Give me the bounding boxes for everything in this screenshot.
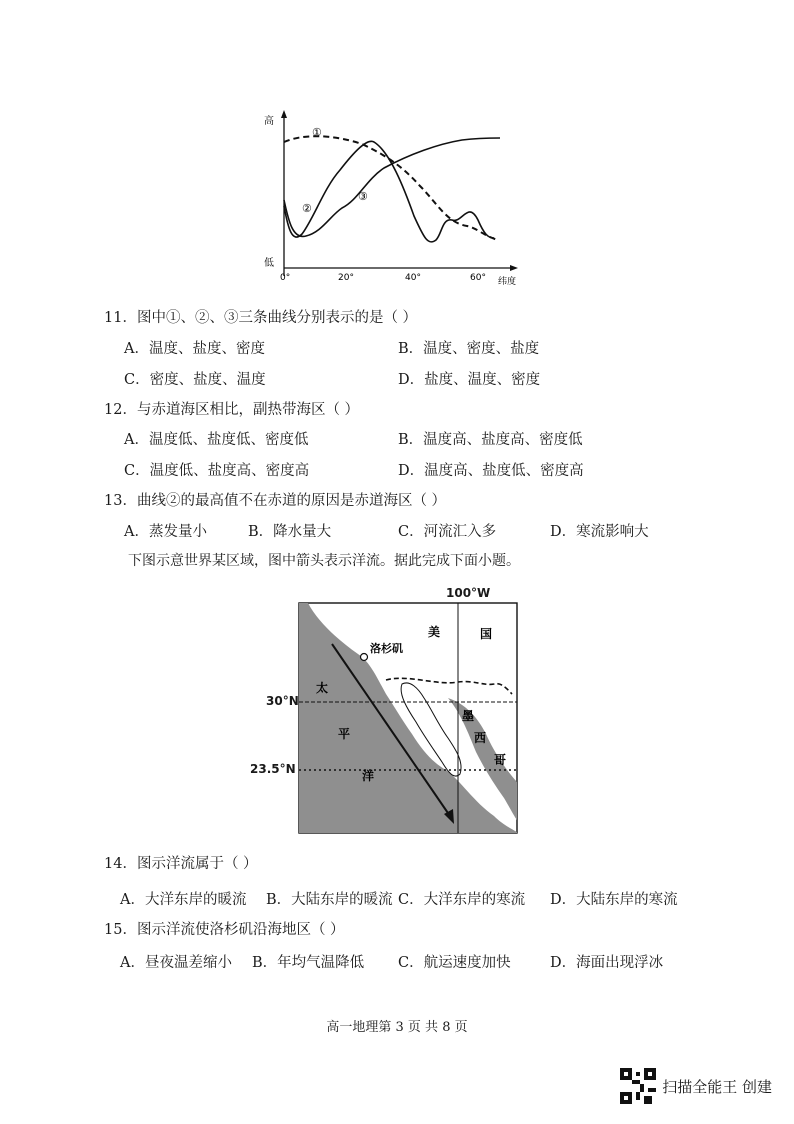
ocean-label-3: 洋 [362,769,375,783]
question-15-option-a[interactable]: A．昼夜温差缩小 [120,955,232,971]
scanner-text: 扫描全能王 创建 [662,1077,772,1096]
curve-1-label: ① [312,126,322,139]
x-axis-arrow [510,265,518,271]
question-11-option-c[interactable]: C．密度、盐度、温度 [124,372,266,388]
y-high-label: 高 [264,116,274,127]
country-mx-2: 西 [474,731,487,745]
y-low-label: 低 [264,258,274,269]
question-12-option-d[interactable]: D．温度高、盐度低、密度高 [398,463,584,479]
scanner-watermark [620,1068,772,1104]
city-marker [361,654,368,661]
x-tick-20: 20° [338,273,354,283]
latitude-curve-chart [262,108,524,290]
question-13-option-b[interactable]: B．降水量大 [248,524,332,540]
map-intro-text: 下图示意世界某区域，图中箭头表示洋流。据此完成下面小题。 [128,553,520,569]
country-mx-3: 哥 [494,753,507,767]
qr-code-icon [620,1068,656,1104]
curve-1-dashed [284,136,498,240]
y-axis-arrow [281,110,287,118]
question-13-stem: 13．曲线②的最高值不在赤道的原因是赤道海区（ ） [104,493,447,509]
pacific-coast-map [298,602,518,834]
curve-2-label: ② [302,202,312,215]
question-15-option-d[interactable]: D．海面出现浮冰 [550,955,664,971]
country-us-1: 美 [428,625,441,639]
page-footer: 高一地理第 3 页 共 8 页 [326,1020,468,1035]
question-14-option-b[interactable]: B．大陆东岸的暖流 [266,892,393,908]
latitude-235-label: 23.5°N [250,762,296,776]
x-tick-60: 60° [470,273,486,283]
question-15-option-b[interactable]: B．年均气温降低 [252,955,365,971]
latitude-30-label: 30°N [266,694,299,708]
question-14-option-d[interactable]: D．大陆东岸的寒流 [550,892,678,908]
x-axis-label: 纬度 [498,277,517,287]
question-13-option-c[interactable]: C．河流汇入多 [398,524,497,540]
question-14-option-a[interactable]: A．大洋东岸的暖流 [120,892,247,908]
question-15-option-c[interactable]: C．航运速度加快 [398,955,511,971]
question-12-option-c[interactable]: C．温度低、盐度高、密度高 [124,463,310,479]
question-14-stem: 14．图示洋流属于（ ） [104,856,258,872]
question-12-option-b[interactable]: B．温度高、盐度高、密度低 [398,432,583,448]
curve-3-label: ③ [358,190,368,203]
question-14-option-c[interactable]: C．大洋东岸的寒流 [398,892,526,908]
question-12-stem: 12．与赤道海区相比，副热带海区（ ） [104,402,360,418]
question-11-stem: 11．图中①、②、③三条曲线分别表示的是（ ） [104,310,418,326]
city-label: 洛杉矶 [370,642,403,655]
curve-2-solid [284,141,494,242]
question-13-option-a[interactable]: A．蒸发量小 [124,524,207,540]
curve-3-solid [284,138,500,236]
country-mx-1: 墨 [462,709,475,723]
question-11-option-d[interactable]: D．盐度、温度、密度 [398,372,541,388]
longitude-label: 100°W [446,586,491,600]
ocean-label-2: 平 [338,727,351,741]
question-11-option-b[interactable]: B．温度、密度、盐度 [398,341,540,357]
question-15-stem: 15．图示洋流使洛杉矶沿海地区（ ） [104,922,345,938]
ocean-label-1: 太 [316,681,329,695]
question-11-option-a[interactable]: A．温度、盐度、密度 [124,341,265,357]
x-tick-0: 0° [280,273,291,283]
country-us-2: 国 [480,627,493,641]
x-tick-40: 40° [405,273,421,283]
question-12-option-a[interactable]: A．温度低、盐度低、密度低 [124,432,309,448]
question-13-option-d[interactable]: D．寒流影响大 [550,524,649,540]
